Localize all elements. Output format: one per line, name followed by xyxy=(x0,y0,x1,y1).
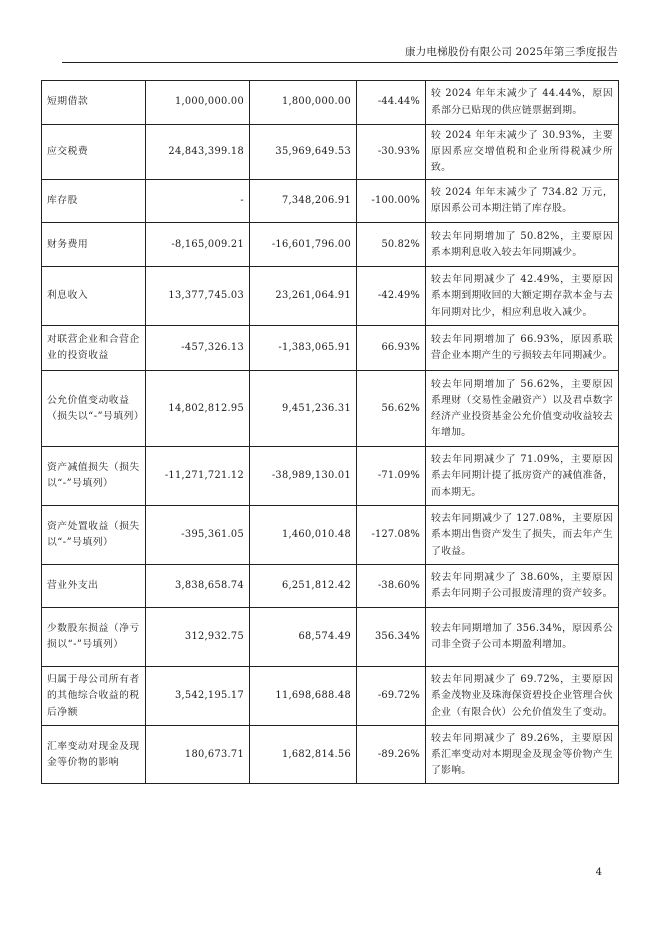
change-percent-cell: 50.82% xyxy=(357,223,426,267)
table-row xyxy=(42,180,619,223)
reason-cell: 较去年同期减少了 38.60%，主要原因系去年同期子公司报废清理的资产较多。 xyxy=(426,565,619,608)
current-value-cell: -395,361.05 xyxy=(146,506,250,565)
previous-value-cell: -1,383,065.91 xyxy=(250,326,357,371)
previous-value-cell: 6,251,812.42 xyxy=(250,565,357,608)
reason-cell: 较去年同期减少了 89.26%，主要原因系汇率变动对本期现金及现金等价物产生了影响。 xyxy=(426,726,619,784)
table-row xyxy=(42,371,619,447)
previous-value-cell: 68,574.49 xyxy=(250,608,357,667)
current-value-cell: - xyxy=(146,180,250,223)
item-cell: 资产减值损失（损失以“-”号填列） xyxy=(42,447,146,506)
current-value-cell: -457,326.13 xyxy=(146,326,250,371)
current-value-cell: 24,843,399.18 xyxy=(146,125,250,180)
current-value-cell: 312,932.75 xyxy=(146,608,250,667)
item-cell: 财务费用 xyxy=(42,223,146,267)
previous-value-cell: 1,460,010.48 xyxy=(250,506,357,565)
table-row xyxy=(42,267,619,326)
reason-cell: 较去年同期增加了 356.34%，原因系公司非全资子公司本期盈利增加。 xyxy=(426,608,619,667)
item-cell: 资产处置收益（损失以“-”号填列） xyxy=(42,506,146,565)
change-percent-cell: -100.00% xyxy=(357,180,426,223)
item-cell: 利息收入 xyxy=(42,267,146,326)
report-header-title: 康力电梯股份有限公司 2025年第三季度报告 xyxy=(405,46,618,58)
table-row xyxy=(42,125,619,180)
previous-value-cell: -16,601,796.00 xyxy=(250,223,357,267)
reason-cell: 较去年同期增加了 56.62%，主要原因系理财（交易性金融资产）以及君卓数字经济产业投资基金公允价值变动收益较去年增加。 xyxy=(426,371,619,447)
item-cell: 少数股东损益（净亏损以“-”号填列） xyxy=(42,608,146,667)
previous-value-cell: -38,989,130.01 xyxy=(250,447,357,506)
change-percent-cell: -42.49% xyxy=(357,267,426,326)
table-row xyxy=(42,726,619,784)
change-percent-cell: -71.09% xyxy=(357,447,426,506)
table-row xyxy=(42,447,619,506)
item-cell: 营业外支出 xyxy=(42,565,146,608)
change-percent-cell: -38.60% xyxy=(357,565,426,608)
table-row xyxy=(42,608,619,667)
table-row xyxy=(42,223,619,267)
change-percent-cell: -44.44% xyxy=(357,81,426,125)
previous-value-cell: 35,969,649.53 xyxy=(250,125,357,180)
previous-value-cell: 23,261,064.91 xyxy=(250,267,357,326)
current-value-cell: -11,271,721.12 xyxy=(146,447,250,506)
table-row xyxy=(42,81,619,125)
current-value-cell: 3,542,195.17 xyxy=(146,667,250,726)
change-percent-cell: 56.62% xyxy=(357,371,426,447)
table-row xyxy=(42,326,619,371)
current-value-cell: 1,000,000.00 xyxy=(146,81,250,125)
item-cell: 库存股 xyxy=(42,180,146,223)
change-percent-cell: -89.26% xyxy=(357,726,426,784)
item-cell: 对联营企业和合营企业的投资收益 xyxy=(42,326,146,371)
page-number: 4 xyxy=(595,867,602,878)
item-cell: 短期借款 xyxy=(42,81,146,125)
reason-cell: 较 2024 年年末减少了 734.82 万元，原因系公司本期注销了库存股。 xyxy=(426,180,619,223)
previous-value-cell: 9,451,236.31 xyxy=(250,371,357,447)
current-value-cell: 14,802,812.95 xyxy=(146,371,250,447)
reason-cell: 较去年同期减少了 42.49%，主要原因系本期到期收回的大额定期存款本金与去年同期对比少，相应利息收入减少。 xyxy=(426,267,619,326)
change-percent-cell: 66.93% xyxy=(357,326,426,371)
item-cell: 归属于母公司所有者的其他综合收益的税后净额 xyxy=(42,667,146,726)
reason-cell: 较去年同期增加了 66.93%，原因系联营企业本期产生的亏损较去年同期减少。 xyxy=(426,326,619,371)
reason-cell: 较 2024 年年末减少了 30.93%，主要原因系应交增值税和企业所得税减少所致。 xyxy=(426,125,619,180)
table-body xyxy=(42,81,619,784)
table-row xyxy=(42,565,619,608)
current-value-cell: 180,673.71 xyxy=(146,726,250,784)
item-cell: 汇率变动对现金及现金等价物的影响 xyxy=(42,726,146,784)
previous-value-cell: 1,800,000.00 xyxy=(250,81,357,125)
item-cell: 应交税费 xyxy=(42,125,146,180)
reason-cell: 较去年同期减少了 69.72%，主要原因系金茂物业及珠海保资碧投企业管理合伙企业（有限合伙）公允价值发生了变动。 xyxy=(426,667,619,726)
reason-cell: 较 2024 年年末减少了 44.44%，原因系部分已贴现的供应链票据到期。 xyxy=(426,81,619,125)
previous-value-cell: 1,682,814.56 xyxy=(250,726,357,784)
table-row xyxy=(42,506,619,565)
change-percent-cell: 356.34% xyxy=(357,608,426,667)
header-divider xyxy=(62,62,618,63)
change-percent-cell: -69.72% xyxy=(357,667,426,726)
reason-cell: 较去年同期增加了 50.82%，主要原因系本期利息收入较去年同期减少。 xyxy=(426,223,619,267)
current-value-cell: 3,838,658.74 xyxy=(146,565,250,608)
financial-changes-table xyxy=(41,80,619,784)
current-value-cell: -8,165,009.21 xyxy=(146,223,250,267)
item-cell: 公允价值变动收益（损失以“-”号填列） xyxy=(42,371,146,447)
previous-value-cell: 7,348,206.91 xyxy=(250,180,357,223)
table-row xyxy=(42,667,619,726)
current-value-cell: 13,377,745.03 xyxy=(146,267,250,326)
reason-cell: 较去年同期减少了 127.08%，主要原因系本期出售资产发生了损失，而去年产生了收益。 xyxy=(426,506,619,565)
change-percent-cell: -30.93% xyxy=(357,125,426,180)
previous-value-cell: 11,698,688.48 xyxy=(250,667,357,726)
change-percent-cell: -127.08% xyxy=(357,506,426,565)
reason-cell: 较去年同期减少了 71.09%，主要原因系去年同期计提了抵房资产的减值准备，而本期无。 xyxy=(426,447,619,506)
